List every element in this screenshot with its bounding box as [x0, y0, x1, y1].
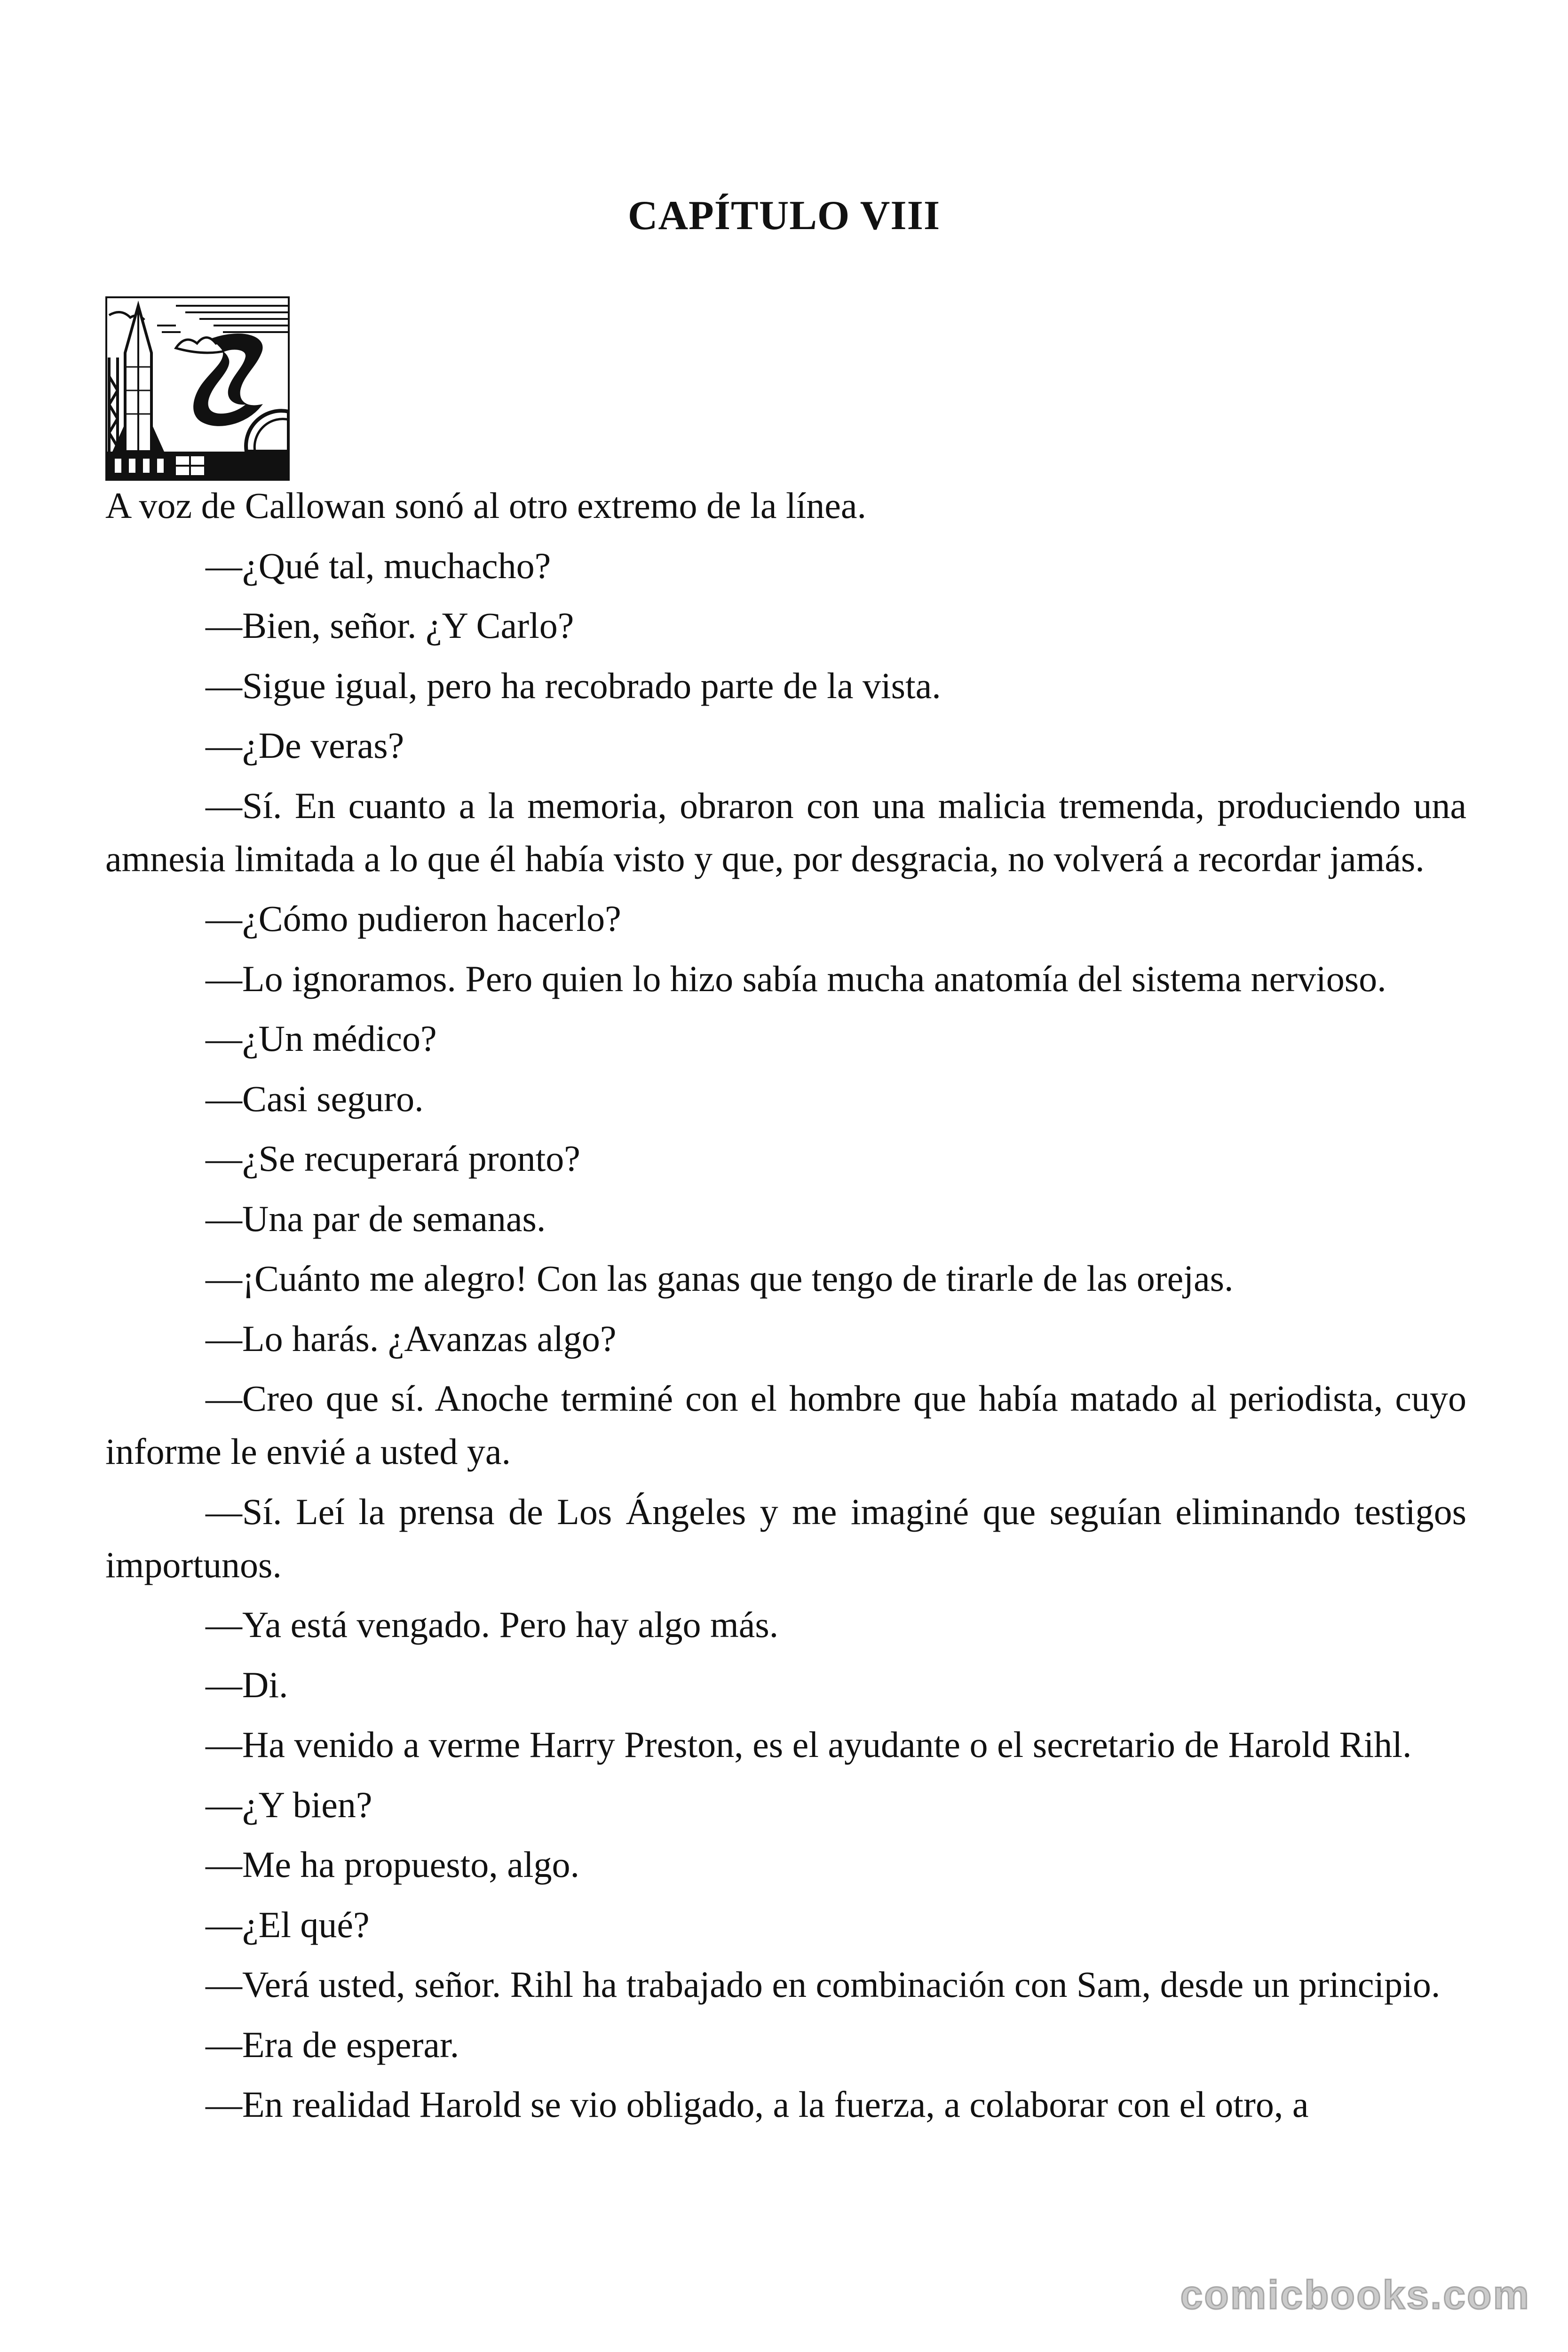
paragraph: —Casi seguro. — [206, 1078, 424, 1119]
paragraph: —Ha venido a verme Harry Preston, es el ayudante o el secretario de Harold Rihl. — [206, 1724, 1412, 1765]
paragraph: —Creo que sí. Anoche terminé con el hombre que había matado al periodista, cuyo informe le envié a usted ya. — [105, 1378, 1466, 1472]
paragraph: —Di. — [206, 1664, 288, 1705]
paragraph: —Una par de semanas. — [206, 1198, 546, 1239]
paragraph: —En realidad Harold se vio obligado, a la fuerza, a colaborar con el otro, a — [206, 2084, 1309, 2125]
paragraph: —¿Cómo pudieron hacerlo? — [206, 898, 621, 939]
paragraph: —Sigue igual, pero ha recobrado parte de la vista. — [206, 665, 941, 706]
paragraph: —Sí. Leí la prensa de Los Ángeles y me imaginé que seguían eliminando testigos importunos. — [105, 1491, 1466, 1585]
paragraph: —¿Qué tal, muchacho? — [206, 545, 551, 586]
chapter-title: CAPÍTULO VIII — [627, 193, 941, 238]
paragraph: —Lo ignoramos. Pero quien lo hizo sabía mucha anatomía del sistema nervioso. — [206, 958, 1386, 999]
paragraph: —¿Se recuperará pronto? — [206, 1138, 580, 1179]
rocket-drop-cap-icon — [105, 296, 290, 481]
chapter-text — [105, 479, 1466, 2131]
paragraph: —¿El qué? — [206, 1904, 370, 1945]
paragraph: —Me ha propuesto, algo. — [206, 1844, 580, 1885]
paragraph: —Ya está vengado. Pero hay algo más. — [206, 1604, 779, 1645]
paragraph: —¿De veras? — [206, 725, 404, 766]
paragraph: —¿Un médico? — [206, 1018, 437, 1059]
paragraph: —¡Cuánto me alegro! Con las ganas que tengo de tirarle de las orejas. — [206, 1258, 1234, 1299]
paragraph: —Lo harás. ¿Avanzas algo? — [206, 1318, 617, 1359]
paragraph: —Sí. En cuanto a la memoria, obraron con una malicia tremenda, produciendo una amnesia limitada a lo que él había visto y que, por desgracia, no volverá a recordar jamás. — [105, 785, 1466, 879]
drop-cap-illustration — [105, 296, 290, 481]
paragraph: —Era de esperar. — [206, 2024, 459, 2065]
site-watermark: comicbooks.com — [1180, 2273, 1530, 2318]
paragraph: A voz de Callowan sonó al otro extremo de la línea. — [105, 485, 867, 526]
paragraph: —Bien, señor. ¿Y Carlo? — [206, 605, 574, 646]
paragraph: —Verá usted, señor. Rihl ha trabajado en combinación con Sam, desde un principio. — [206, 1964, 1441, 2005]
paragraph: —¿Y bien? — [206, 1784, 372, 1825]
